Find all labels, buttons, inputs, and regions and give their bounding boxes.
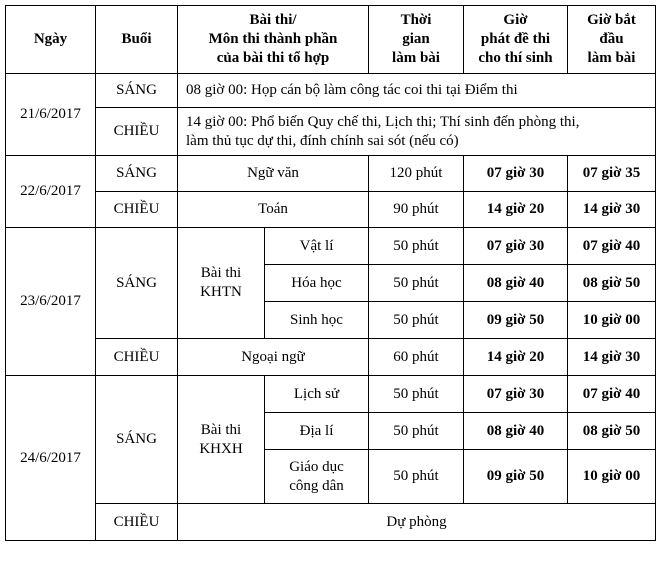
start-time-cell: 10 giờ 00 bbox=[568, 450, 656, 504]
subject-cell: Lịch sử bbox=[265, 376, 369, 413]
subject-cell: Địa lí bbox=[265, 413, 369, 450]
start-time-cell: 14 giờ 30 bbox=[568, 192, 656, 228]
table-row bbox=[6, 504, 656, 541]
header-thoi-gian-line2: gian bbox=[402, 31, 430, 47]
note-line2: làm thủ tục dự thi, đính chính sai sót (nếu có) bbox=[186, 132, 459, 149]
group-line1: Bài thi bbox=[200, 421, 242, 438]
header-gio-phat bbox=[464, 6, 568, 74]
table-row bbox=[6, 339, 656, 376]
handout-time-cell: 07 giờ 30 bbox=[464, 156, 568, 192]
subject-line1: Giáo dục bbox=[289, 458, 344, 475]
header-gio-bat-dau-line1: Giờ bắt bbox=[587, 12, 636, 28]
duration-cell: 60 phút bbox=[369, 339, 464, 376]
table-row bbox=[6, 74, 656, 108]
handout-time-cell: 09 giờ 50 bbox=[464, 302, 568, 339]
start-time-cell: 07 giờ 40 bbox=[568, 228, 656, 265]
handout-time-cell: 14 giờ 20 bbox=[464, 192, 568, 228]
header-gio-bat-dau-line2: đầu bbox=[599, 31, 624, 47]
date-cell: 21/6/2017 bbox=[6, 74, 96, 156]
subject-cell: Hóa học bbox=[265, 265, 369, 302]
note-cell: 08 giờ 00: Họp cán bộ làm công tác coi thi tại Điểm thi bbox=[178, 74, 656, 108]
exam-schedule-table bbox=[5, 5, 656, 541]
table-row bbox=[6, 108, 656, 156]
subject-line2: công dân bbox=[289, 477, 344, 494]
duration-cell: 120 phút bbox=[369, 156, 464, 192]
start-time-cell: 07 giờ 35 bbox=[568, 156, 656, 192]
header-gio-phat-line3: cho thí sinh bbox=[478, 50, 553, 66]
header-thoi-gian-line1: Thời bbox=[400, 12, 432, 28]
header-bai-thi-line3: của bài thi tổ hợp bbox=[216, 50, 330, 66]
session-cell: CHIỀU bbox=[96, 504, 178, 541]
session-cell: SÁNG bbox=[96, 228, 178, 339]
header-gio-phat-line1: Giờ bbox=[503, 12, 528, 28]
duration-cell: 50 phút bbox=[369, 228, 464, 265]
header-buoi: Buổi bbox=[96, 6, 178, 74]
duration-cell: 90 phút bbox=[369, 192, 464, 228]
header-bai-thi-line2: Môn thi thành phần bbox=[208, 31, 338, 47]
session-cell: SÁNG bbox=[96, 74, 178, 108]
duration-cell: 50 phút bbox=[369, 302, 464, 339]
handout-time-cell: 07 giờ 30 bbox=[464, 376, 568, 413]
session-cell: SÁNG bbox=[96, 376, 178, 504]
start-time-cell: 08 giờ 50 bbox=[568, 265, 656, 302]
group-line2: KHXH bbox=[199, 440, 243, 457]
session-cell: CHIỀU bbox=[96, 339, 178, 376]
group-line2: KHTN bbox=[200, 284, 242, 300]
header-ngay: Ngày bbox=[6, 6, 96, 74]
group-cell bbox=[178, 376, 265, 504]
header-gio-bat-dau bbox=[568, 6, 656, 74]
subject-cell: Ngữ văn bbox=[178, 156, 369, 192]
subject-cell: Toán bbox=[178, 192, 369, 228]
start-time-cell: 08 giờ 50 bbox=[568, 413, 656, 450]
subject-cell: Vật lí bbox=[265, 228, 369, 265]
header-thoi-gian-line3: làm bài bbox=[392, 50, 440, 66]
table-row bbox=[6, 156, 656, 192]
header-bai-thi-line1: Bài thi/ bbox=[249, 12, 297, 28]
duration-cell: 50 phút bbox=[369, 413, 464, 450]
start-time-cell: 07 giờ 40 bbox=[568, 376, 656, 413]
date-cell: 22/6/2017 bbox=[6, 156, 96, 228]
header-thoi-gian bbox=[369, 6, 464, 74]
subject-cell: Ngoại ngữ bbox=[178, 339, 369, 376]
table-row bbox=[6, 192, 656, 228]
note-cell bbox=[178, 108, 656, 156]
table-row bbox=[6, 376, 656, 413]
note-line1: 14 giờ 00: Phổ biến Quy chế thi, Lịch thi; Thí sinh đến phòng thi, bbox=[186, 113, 580, 130]
date-cell: 24/6/2017 bbox=[6, 376, 96, 541]
start-time-cell: 10 giờ 00 bbox=[568, 302, 656, 339]
note-cell: Dự phòng bbox=[178, 504, 656, 541]
date-cell: 23/6/2017 bbox=[6, 228, 96, 376]
header-bai-thi bbox=[178, 6, 369, 74]
header-gio-bat-dau-line3: làm bài bbox=[587, 50, 636, 66]
handout-time-cell: 14 giờ 20 bbox=[464, 339, 568, 376]
session-cell: SÁNG bbox=[96, 156, 178, 192]
handout-time-cell: 09 giờ 50 bbox=[464, 450, 568, 504]
duration-cell: 50 phút bbox=[369, 450, 464, 504]
group-line1: Bài thi bbox=[200, 265, 242, 281]
header-row bbox=[6, 6, 656, 74]
header-gio-phat-line2: phát đề thi bbox=[480, 31, 551, 47]
table-row bbox=[6, 228, 656, 265]
subject-cell: Sinh học bbox=[265, 302, 369, 339]
handout-time-cell: 08 giờ 40 bbox=[464, 413, 568, 450]
session-cell: CHIỀU bbox=[96, 192, 178, 228]
session-cell: CHIỀU bbox=[96, 108, 178, 156]
group-cell bbox=[178, 228, 265, 339]
subject-cell bbox=[265, 450, 369, 504]
duration-cell: 50 phút bbox=[369, 265, 464, 302]
handout-time-cell: 08 giờ 40 bbox=[464, 265, 568, 302]
duration-cell: 50 phút bbox=[369, 376, 464, 413]
start-time-cell: 14 giờ 30 bbox=[568, 339, 656, 376]
handout-time-cell: 07 giờ 30 bbox=[464, 228, 568, 265]
